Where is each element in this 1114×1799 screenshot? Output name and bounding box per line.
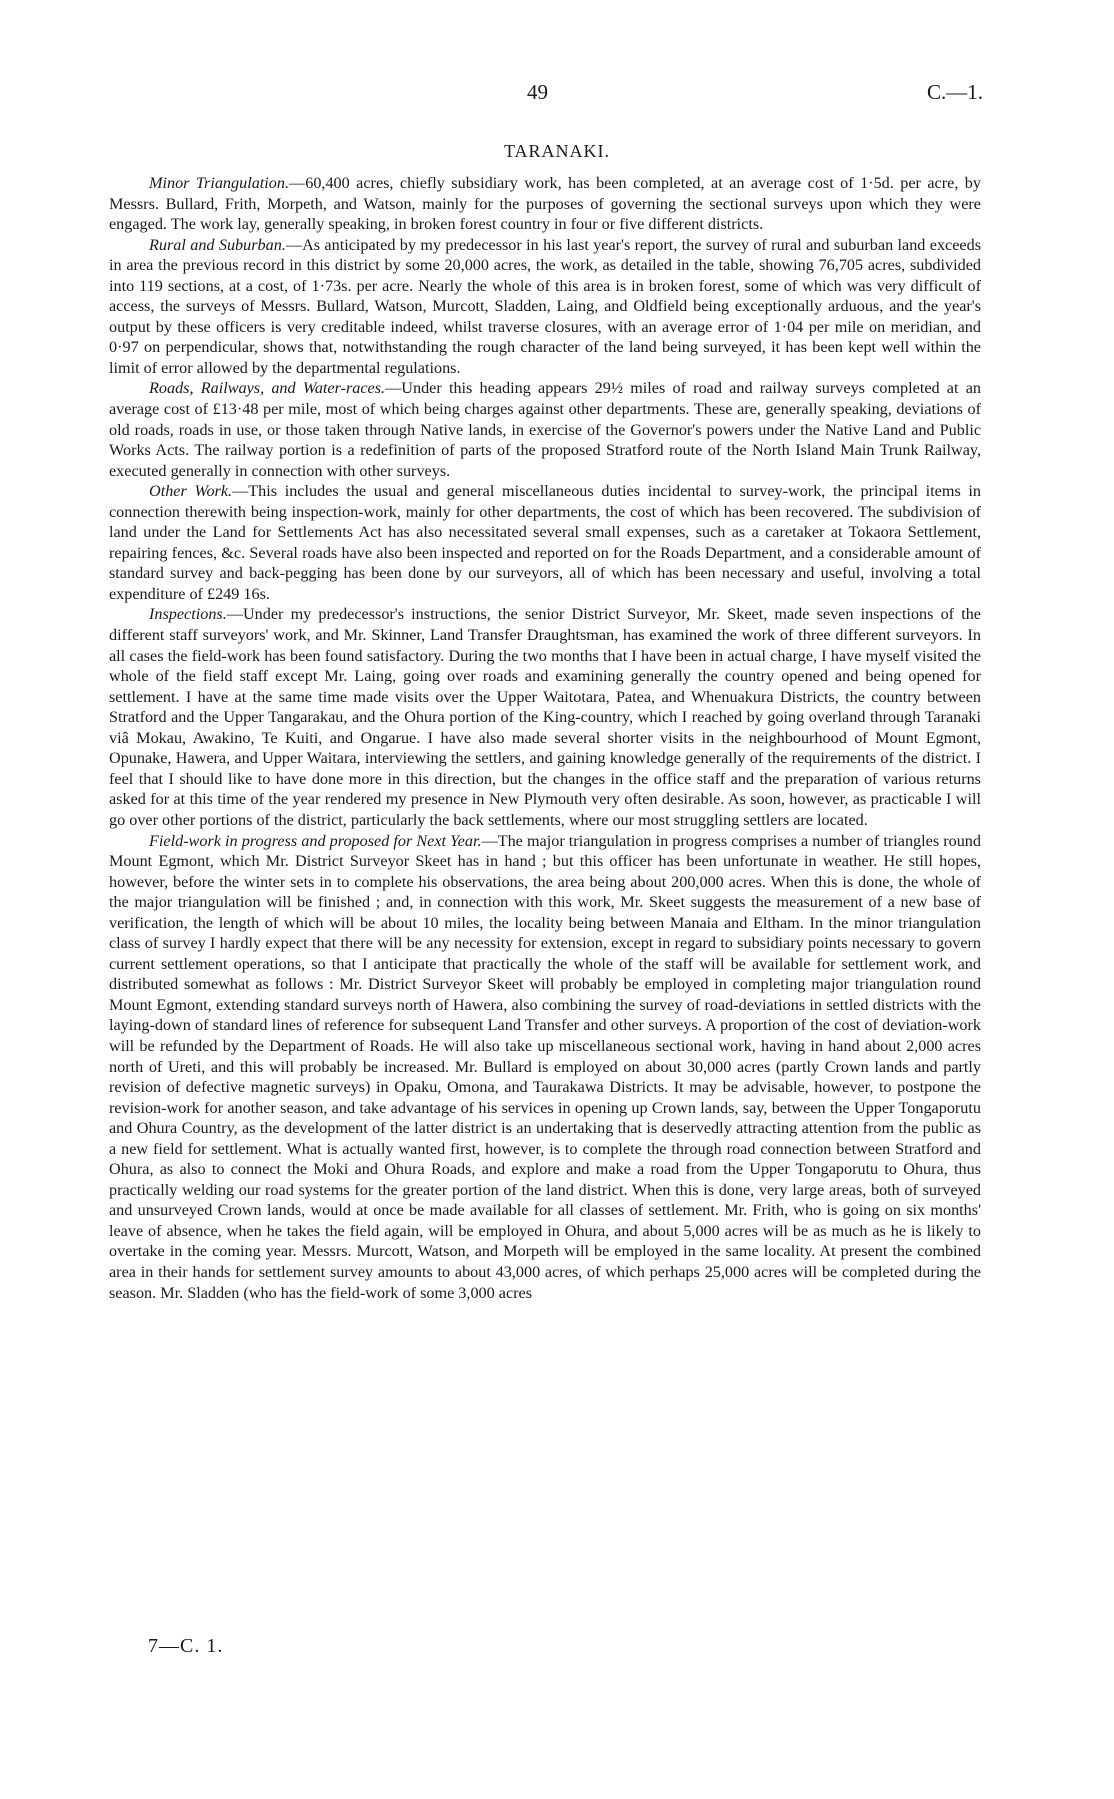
paragraph-text: —This includes the usual and general miscellaneous duties incidental to survey-work, the principal items in connection therewith being inspection-work, mainly for other departments, the cost of which has been recovered. The subdivision of land under the Land for Settlements Act has also necessitated several small expenses, such as a caretaker at Tokaora Settlement, repairing fences, &c. Several roads have also been inspected and reported on for the Roads Department, and a considerable amount of standard survey and back-pegging has been done by our surveyors, all of which has been necessary and useful, involving a total expenditure of £249 16s. [109,482,982,603]
body-text [109,173,981,1303]
page-number: 49 [527,80,548,104]
paragraph-minor-triangulation [109,173,981,235]
paragraph-other-work [109,481,981,604]
paragraph-text: —Under my predecessor's instructions, the senior District Surveyor, Mr. Skeet, made seven inspections of the different staff surveyors' work, and Mr. Skinner, Land Transfer Draughtsman, has examined the work of three different surveyors. In all cases the field-work has been found satisfactory. During the two months that I have been in actual charge, I have myself visited the whole of the field staff except Mr. Laing, going over roads and examining generally the country opened and being opened for settlement. I have at the same time made visits over the Upper Waitotara, Patea, and Whenuakura Districts, the country between Stratford and the Upper Tangarakau, and the Ohura portion of the King-country, which I reached by going overland through Taranaki viâ Mokau, Awakino, Te Kuiti, and Ongarue. I have also made several shorter visits in the neighbourhood of Mount Egmont, Opunake, Hawera, and Upper Waitara, interviewing the settlers, and gaining knowledge generally of the requirements of the district. I feel that I should like to have done more in this direction, but the changes in the office staff and the preparation of various returns asked for at this time of the year rendered my presence in New Plymouth very often desirable. As soon, however, as practicable I will go over other portions of the district, particularly the back settlements, where our most struggling settlers are located. [109,605,981,829]
paragraph-heading: Other Work. [149,482,233,501]
footer-signature: 7—C. 1. [148,1635,224,1657]
paragraph-text: —60,400 acres, chiefly subsidiary work, has been completed, at an average cost of 1·5d. per acre, by Messrs. Bullard, Frith, Morpeth, and Watson, mainly for the purposes of governing the sectional surveys upon which they were engaged. The work lay, generally speaking, in broken forest country in four or five different districts. [109,174,981,234]
paragraph-field-work [109,831,981,1304]
page-reference: C.—1. [926,80,983,104]
paragraph-text: —The major triangulation in progress comprises a number of triangles round Mount Egmont, which Mr. District Surveyor Skeet has in hand ; but this officer has been unfortunate in weather. He still hopes, however, before the winter sets in to complete his observations, the area being about 200,000 acres. When this is done, the whole of the major triangulation will be finished ; and, in connection with this work, Mr. Skeet suggests the measurement of a new base of verification, the length of which will be about 10 miles, the locality being between Manaia and Eltham. In the minor triangulation class of survey I hardly expect that there will be any necessity for extension, except in regard to subsidiary points necessary to govern current settlement operations, so that I anticipate that practically the whole of the staff will be available for settlement work, and distributed somewhat as follows : Mr. District Surveyor Skeet will probably be employed in completing major triangulation round Mount Egmont, extending standard surveys north of Hawera, also combining the survey of road-deviations in settled districts with the laying-down of standard lines of reference for subsequent Land Transfer and other surveys. A proportion of the cost of deviation-work will be refunded by the Department of Roads. He will also take up miscellaneous sectional work, having in hand about 2,000 acres north of Ureti, and this will probably be increased. Mr. Bullard is employed on about 30,000 acres (partly Crown lands and partly revision of defective magnetic surveys) in Opaku, Omona, and Taurakawa Districts. It may be advisable, however, to postpone the revision-work for another season, and take advantage of his services in opening up Crown lands, say, between the Upper Tongaporutu and Ohura Country, as the development of the latter district is an undertaking that is deservedly attracting attention from the public as a new field for settlement. What is actually wanted first, however, is to complete the through road connection between Stratford and Ohura, as also to connect the Moki and Ohura Roads, and explore and make a road from the Upper Tongaporutu to Ohura, thus practically welding our road systems for the greater portion of the land district. When this is done, very large areas, both of surveyed and unsurveyed Crown lands, would at once be made available for all classes of settlement. Mr. Frith, who is going on six months' leave of absence, when he takes the field again, will be employed in Ohura, and about 5,000 acres will be as much as he is likely to overtake in the coming year. Messrs. Murcott, Watson, and Morpeth will be employed in the same locality. At present the combined area in their hands for settlement survey amounts to about 43,000 acres, of which perhaps 25,000 acres will be completed during the season. Mr. Sladden (who has the field-work of some 3,000 acres [109,831,981,1302]
paragraph-heading: Rural and Suburban. [149,235,286,254]
paragraph-rural-and-suburban [109,235,981,379]
paragraph-text: —Under this heading appears 29½ miles of road and railway surveys completed at an average cost of £13·48 per mile, most of which being charges against other departments. These are, generally speaking, deviations of old roads, roads in use, or those taken through Native lands, in exercise of the Governor's powers under the Native Land and Public Works Acts. The railway portion is a redefinition of parts of the proposed Stratford route of the North Island Main Trunk Railway, executed generally in connection with other surveys. [109,379,981,480]
paragraph-heading: Field-work in progress and proposed for Next Year. [149,831,482,850]
paragraph-text: —As anticipated by my predecessor in his last year's report, the survey of rural and suburban land exceeds in area the previous record in this district by some 20,000 acres, the work, as detailed in the table, showing 76,705 acres, subdivided into 119 sections, at a cost, of 1·73s. per acre. Nearly the whole of this area is in broken forest, some of which was very difficult of access, the surveys of Messrs. Bullard, Watson, Murcott, Sladden, Laing, and Oldfield being exceptionally arduous, and the year's output by these officers is very creditable indeed, whilst traverse closures, with an average error of 1·04 per mile on meridian, and 0·97 on perpendicular, shows that, notwithstanding the rough character of the land being surveyed, it has been kept well within the limit of error allowed by the departmental regulations. [109,235,981,377]
paragraph-heading: Inspections. [149,605,227,624]
paragraph-heading: Minor Triangulation. [149,174,290,192]
paragraph-heading: Roads, Railways, and Water-races. [149,379,386,398]
section-title: TARANAKI. [503,141,611,161]
paragraph-roads-railways [109,378,981,481]
paragraph-inspections [109,604,981,830]
